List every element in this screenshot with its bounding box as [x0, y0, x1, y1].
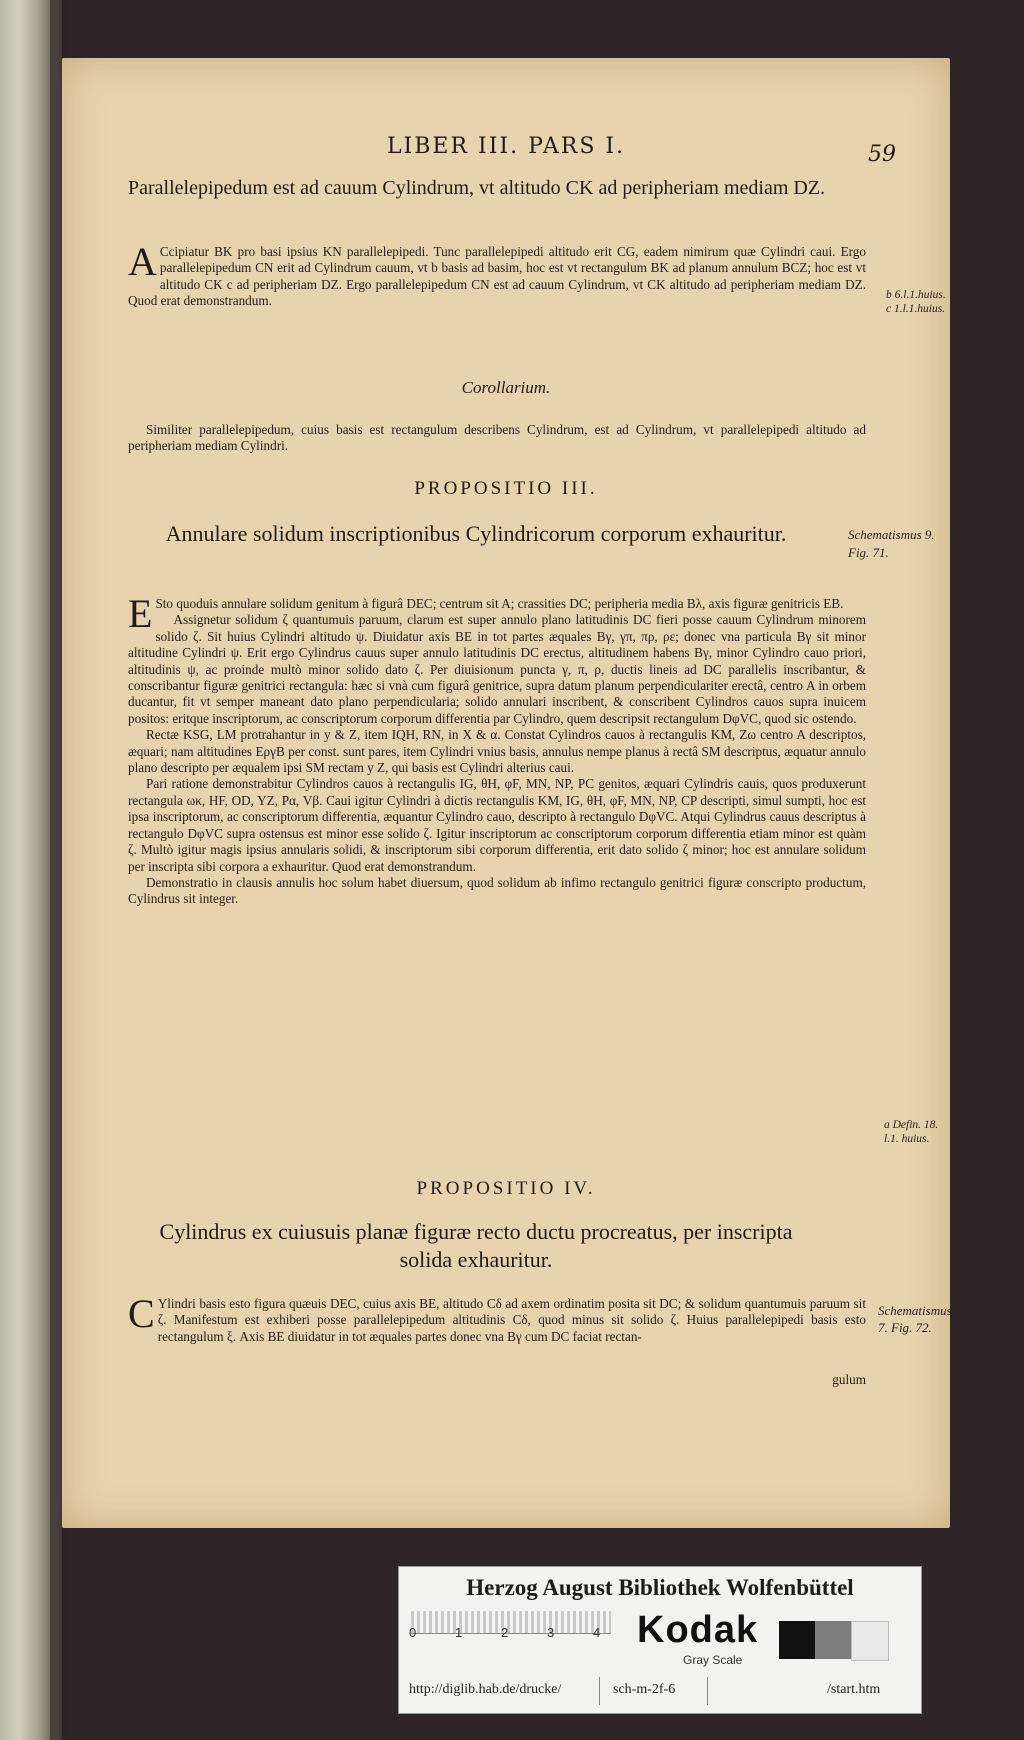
prop3-enunciation: Annulare solidum inscriptionibus Cylindricorum corporum exhauritur. — [165, 521, 787, 546]
ruler-number: 4 — [593, 1625, 601, 1640]
prop4-enunciation: Cylindrus ex cuiusuis planæ figuræ recto ductu procreatus, per inscripta solida exhauritur. — [159, 1219, 793, 1272]
scan-reference-card — [398, 1566, 922, 1714]
ruler-number: 3 — [547, 1625, 555, 1640]
section1-body — [128, 239, 866, 310]
prop3-body — [128, 591, 866, 908]
dropcap: A — [128, 239, 157, 284]
prop3-para2: Assignetur solidum ζ quantumuis paruum, clarum est super annulo plano latitudinis DC fieri posse cauum Cylindrum minorem solido ζ. Sit huius Cylindri altitudo ψ. Diuidatur axis BE in tot partes æquales Bγ, γπ, πρ, ρε; donec vna particula Bγ sit minor altitudine Cylindri ψ. Erit ergo Cylindrus cauus super annulo latitudinis DC erectus, altitudinem habens Bγ, minor Cylindro cauo priori, altitudinis ψ, ac proinde multò minor solido dato ζ. Per diuisionum puncta γ, π, ρ, ductis lineis ad DC parallelis inscribantur, & conscribantur figuræ genitrici rectangula: hæc si vnà cum figurâ genitrice, supra datum planum perpendiculariter erectâ, centro A in orbem ducantur, fit vt semper maneant dato plano perpendicularia; solido annulari inscribent, & conscribent Cylindros cauos supra inuicem positos: eritque inscriptorum, ac conscriptorum corporum differentia par Cylindro, quem descripsit rectangulum DφVC, quod sic ostendo. — [128, 612, 866, 726]
margin-note: b 6.l.1.huius. c 1.l.1.huius. — [886, 289, 946, 315]
gray-swatch-light — [851, 1621, 889, 1661]
prop3-title: PROPOSITIO III. — [414, 478, 598, 499]
ruler-number: 2 — [501, 1625, 509, 1640]
margin-note: Schematismus 7. Fig. 72. — [878, 1303, 952, 1335]
ruler-bar — [411, 1611, 611, 1634]
dropcap: C — [128, 1291, 155, 1336]
corollarium-body: Similiter parallelepipedum, cuius basis est rectangulum describens Cylindrum, est ad Cylindrum, vt parallelepipedi altitudo ad peripheriam mediam Cylindri. — [128, 422, 866, 454]
prop3-para5: Demonstratio in clausis annulis hoc solum habet diuersum, quod solidum ab infimo rectangulo genitrici figuræ conscripto productum, Cylindrus sit integer. — [128, 874, 866, 907]
corollarium-title: Corollarium. — [461, 378, 551, 397]
section1-text: Ccipiatur BK pro basi ipsius KN parallelepipedi. Tunc parallelepipedi altitudo erit CG, eadem nimirum quæ Cylindri caui. Ergo parallelepipedum CN erit ad Cylindrum cauum, vt b basis ad basim, hoc est vt rectangulum BK ad planum annulum BCZ; hoc est vt altitudo CK c ad peripheriam DZ. Ergo parallelepipedum CN est ad cauum Cylindrum, vt CK altitudo ad peripheriam mediam DZ. Quod erat demonstrandum. — [128, 244, 866, 309]
prop4-text: Ylindri basis esto figura quæuis DEC, cuius axis BE, altitudo Cδ ad axem ordinatim posita sit DC; & solidum quantumuis paruum sit ζ. Manifestum est exhiberi posse parallelepipedum altitudinis Cδ, quod minus sit solido ζ. Huius parallelepipedi basis esto rectangulum ξ. Axis BE diuidatur in tot æquales partes donec vna Bγ cum DC faciat rectan- — [157, 1296, 866, 1344]
prop3-para4: Pari ratione demonstrabitur Cylindros cauos à rectangulis IG, θH, φF, MN, NP, PC genitos, æquari Cylindris cauis, quos produxerunt rectangula ωκ, HF, OD, YZ, Pα, Vβ. Caui igitur Cylindri à dictis rectangulis KM, IG, θH, φF, MN, NP, CP descripti, simul sumpti, hoc est ipsa inscriptorum, ac conscriptorum differentia, æquantur Cylindro cauo, descripto à rectangulo DφVC. Atqui Cylindrus cauus descriptus à rectangulo DφVC supra ostensus est minor esse solido ζ. Igitur inscriptorum ac conscriptorum corporum differentia etiam minor est quàm ζ. Multò igitur magis ipsius annularis solidi, & inscriptorum sibi corporum differentia, erit dato solido ζ minor; hoc est annulare solidum per inscripta sibi corpora a exhauritur. Quod erat demonstrandum. — [128, 776, 866, 874]
ruler-number: 1 — [455, 1625, 463, 1640]
prop3-para3: Rectæ KSG, LM protrahantur in y & Z, item IQH, RN, in X & α. Constat Cylindros cauos à rectangulis KM, Zω centro A descriptos, æquari; nam altitudines EργB per const. sunt pares, item Cylindri vnius basis, annulus nempe planus à rectâ SM descriptus, æquatur annulo plano descripto per æqualem ipsi SM rectam y Z, qui basis est Cylindri alterius caui. — [128, 727, 866, 776]
ruler-number: 0 — [409, 1625, 417, 1640]
running-title: LIBER III. PARS I. — [386, 134, 626, 159]
dropcap: E — [128, 591, 153, 636]
url-separator — [599, 1677, 600, 1705]
section1-enunciation: Parallelepipedum est ad cauum Cylindrum, vt altitudo CK ad peripheriam mediam DZ. — [128, 177, 826, 199]
library-name: Herzog August Bibliothek Wolfenbüttel — [466, 1575, 854, 1600]
margin-note: a Defin. 18. l.1. huius. — [884, 1119, 939, 1145]
gray-swatch-mid — [815, 1621, 851, 1659]
kodak-logo: Kodak — [637, 1609, 759, 1651]
book-page — [62, 58, 950, 1528]
prop4-body — [128, 1291, 866, 1345]
url-suffix: /start.htm — [827, 1682, 881, 1697]
page-number: 59 — [868, 142, 896, 167]
gray-swatch-black — [779, 1621, 815, 1659]
margin-note: Schematismus 9. Fig. 71. — [848, 527, 935, 560]
prop4-title: PROPOSITIO IV. — [416, 1178, 596, 1199]
signature: sch-m-2f-6 — [613, 1682, 676, 1697]
url-prefix: http://diglib.hab.de/drucke/ — [409, 1682, 562, 1697]
prop3-para1: Sto quoduis annulare solidum genitum à figurâ DEC; centrum sit A; crassities DC; peripheria media Bλ, axis figuræ genitricis EB. — [155, 596, 844, 611]
gray-scale-label: Gray Scale — [683, 1653, 743, 1667]
catchword: gulum — [832, 1372, 866, 1387]
url-separator — [707, 1677, 708, 1705]
